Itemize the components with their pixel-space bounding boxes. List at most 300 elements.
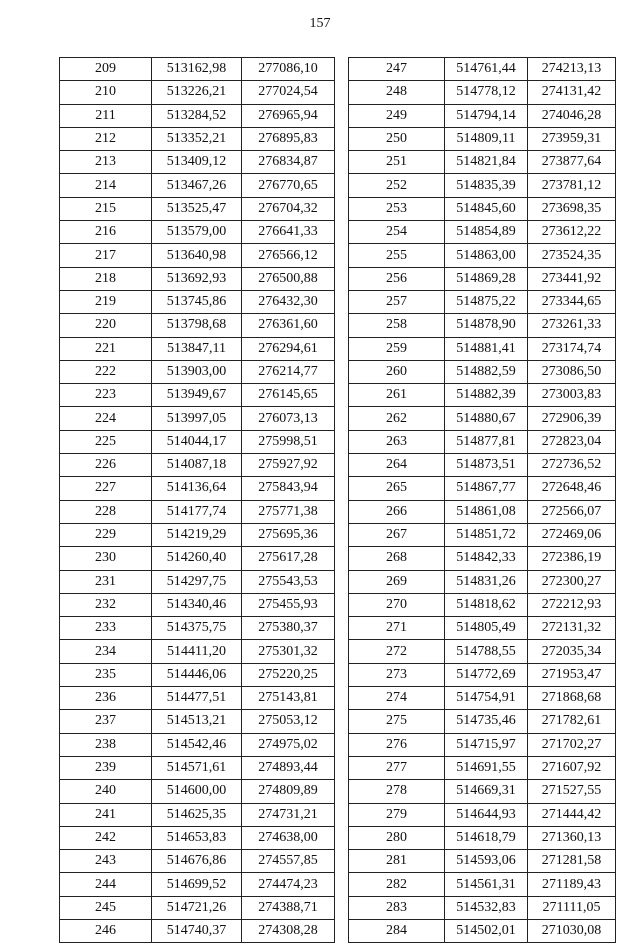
table-row xyxy=(349,896,616,919)
y-coordinate-cell: 272648,46 xyxy=(528,477,616,500)
point-number-cell: 245 xyxy=(60,896,152,919)
x-coordinate-cell: 513903,00 xyxy=(152,360,242,383)
x-coordinate-cell: 514676,86 xyxy=(152,850,242,873)
x-coordinate-cell: 514882,59 xyxy=(445,360,528,383)
y-coordinate-cell: 275053,12 xyxy=(242,710,335,733)
table-row xyxy=(60,780,335,803)
table-row xyxy=(349,290,616,313)
x-coordinate-cell: 514831,26 xyxy=(445,570,528,593)
table-row xyxy=(349,337,616,360)
point-number-cell: 259 xyxy=(349,337,445,360)
x-coordinate-cell: 514618,79 xyxy=(445,826,528,849)
table-row xyxy=(60,58,335,81)
point-number-cell: 257 xyxy=(349,290,445,313)
y-coordinate-cell: 273086,50 xyxy=(528,360,616,383)
table-row xyxy=(60,384,335,407)
table-row xyxy=(349,593,616,616)
point-number-cell: 262 xyxy=(349,407,445,430)
table-row xyxy=(60,710,335,733)
table-row xyxy=(60,244,335,267)
y-coordinate-cell: 274474,23 xyxy=(242,873,335,896)
y-coordinate-cell: 271782,61 xyxy=(528,710,616,733)
x-coordinate-cell: 514835,39 xyxy=(445,174,528,197)
point-number-cell: 280 xyxy=(349,826,445,849)
x-coordinate-cell: 513352,21 xyxy=(152,127,242,150)
table-row xyxy=(349,547,616,570)
table-row xyxy=(349,314,616,337)
table-row xyxy=(60,523,335,546)
point-number-cell: 215 xyxy=(60,197,152,220)
point-number-cell: 278 xyxy=(349,780,445,803)
table-row xyxy=(60,547,335,570)
y-coordinate-cell: 277024,54 xyxy=(242,81,335,104)
point-number-cell: 279 xyxy=(349,803,445,826)
point-number-cell: 219 xyxy=(60,290,152,313)
y-coordinate-cell: 276145,65 xyxy=(242,384,335,407)
y-coordinate-cell: 275927,92 xyxy=(242,454,335,477)
point-number-cell: 266 xyxy=(349,500,445,523)
table-row xyxy=(60,430,335,453)
x-coordinate-cell: 514600,00 xyxy=(152,780,242,803)
table-row xyxy=(60,756,335,779)
y-coordinate-cell: 273344,65 xyxy=(528,290,616,313)
point-number-cell: 236 xyxy=(60,687,152,710)
y-coordinate-cell: 273781,12 xyxy=(528,174,616,197)
point-number-cell: 281 xyxy=(349,850,445,873)
table-row xyxy=(349,570,616,593)
table-row xyxy=(349,267,616,290)
x-coordinate-cell: 514778,12 xyxy=(445,81,528,104)
table-row xyxy=(60,873,335,896)
table-row xyxy=(60,127,335,150)
point-number-cell: 234 xyxy=(60,640,152,663)
point-number-cell: 258 xyxy=(349,314,445,337)
table-row xyxy=(349,104,616,127)
point-number-cell: 250 xyxy=(349,127,445,150)
y-coordinate-cell: 275455,93 xyxy=(242,593,335,616)
table-row xyxy=(60,663,335,686)
point-number-cell: 269 xyxy=(349,570,445,593)
table-row xyxy=(60,151,335,174)
y-coordinate-cell: 273174,74 xyxy=(528,337,616,360)
table-row xyxy=(60,267,335,290)
point-number-cell: 273 xyxy=(349,663,445,686)
y-coordinate-cell: 271953,47 xyxy=(528,663,616,686)
point-number-cell: 239 xyxy=(60,756,152,779)
point-number-cell: 268 xyxy=(349,547,445,570)
table-row xyxy=(349,523,616,546)
point-number-cell: 247 xyxy=(349,58,445,81)
y-coordinate-cell: 274809,89 xyxy=(242,780,335,803)
y-coordinate-cell: 275301,32 xyxy=(242,640,335,663)
table-row xyxy=(60,896,335,919)
y-coordinate-cell: 274213,13 xyxy=(528,58,616,81)
x-coordinate-cell: 514818,62 xyxy=(445,593,528,616)
table-row xyxy=(349,221,616,244)
point-number-cell: 264 xyxy=(349,454,445,477)
y-coordinate-cell: 272823,04 xyxy=(528,430,616,453)
y-coordinate-cell: 271607,92 xyxy=(528,756,616,779)
y-coordinate-cell: 272300,27 xyxy=(528,570,616,593)
table-row xyxy=(60,687,335,710)
y-coordinate-cell: 271111,05 xyxy=(528,896,616,919)
table-row xyxy=(349,360,616,383)
table-row xyxy=(349,640,616,663)
table-row xyxy=(349,710,616,733)
x-coordinate-cell: 514502,01 xyxy=(445,919,528,942)
y-coordinate-cell: 271030,08 xyxy=(528,919,616,942)
x-coordinate-cell: 513997,05 xyxy=(152,407,242,430)
table-row xyxy=(349,174,616,197)
table-row xyxy=(60,733,335,756)
point-number-cell: 227 xyxy=(60,477,152,500)
point-number-cell: 270 xyxy=(349,593,445,616)
point-number-cell: 246 xyxy=(60,919,152,942)
point-number-cell: 229 xyxy=(60,523,152,546)
x-coordinate-cell: 514297,75 xyxy=(152,570,242,593)
y-coordinate-cell: 274388,71 xyxy=(242,896,335,919)
x-coordinate-cell: 514260,40 xyxy=(152,547,242,570)
point-number-cell: 216 xyxy=(60,221,152,244)
table-row xyxy=(349,244,616,267)
x-coordinate-cell: 514794,14 xyxy=(445,104,528,127)
y-coordinate-cell: 272736,52 xyxy=(528,454,616,477)
table-row xyxy=(349,826,616,849)
point-number-cell: 225 xyxy=(60,430,152,453)
y-coordinate-cell: 273003,83 xyxy=(528,384,616,407)
table-row xyxy=(349,756,616,779)
table-row xyxy=(349,197,616,220)
x-coordinate-cell: 514735,46 xyxy=(445,710,528,733)
x-coordinate-cell: 514882,39 xyxy=(445,384,528,407)
point-number-cell: 284 xyxy=(349,919,445,942)
y-coordinate-cell: 274131,42 xyxy=(528,81,616,104)
x-coordinate-cell: 514740,37 xyxy=(152,919,242,942)
table-row xyxy=(60,174,335,197)
y-coordinate-cell: 272566,07 xyxy=(528,500,616,523)
table-row xyxy=(60,360,335,383)
table-row xyxy=(60,617,335,640)
x-coordinate-cell: 514881,41 xyxy=(445,337,528,360)
y-coordinate-cell: 276500,88 xyxy=(242,267,335,290)
point-number-cell: 209 xyxy=(60,58,152,81)
point-number-cell: 242 xyxy=(60,826,152,849)
x-coordinate-cell: 513467,26 xyxy=(152,174,242,197)
y-coordinate-cell: 274731,21 xyxy=(242,803,335,826)
x-coordinate-cell: 514513,21 xyxy=(152,710,242,733)
table-row xyxy=(60,337,335,360)
x-coordinate-cell: 514087,18 xyxy=(152,454,242,477)
y-coordinate-cell: 276294,61 xyxy=(242,337,335,360)
x-coordinate-cell: 514411,20 xyxy=(152,640,242,663)
point-number-cell: 252 xyxy=(349,174,445,197)
point-number-cell: 220 xyxy=(60,314,152,337)
table-row xyxy=(60,850,335,873)
y-coordinate-cell: 276566,12 xyxy=(242,244,335,267)
y-coordinate-cell: 275543,53 xyxy=(242,570,335,593)
point-number-cell: 253 xyxy=(349,197,445,220)
point-number-cell: 244 xyxy=(60,873,152,896)
y-coordinate-cell: 274975,02 xyxy=(242,733,335,756)
x-coordinate-cell: 513162,98 xyxy=(152,58,242,81)
y-coordinate-cell: 273261,33 xyxy=(528,314,616,337)
point-number-cell: 263 xyxy=(349,430,445,453)
point-number-cell: 283 xyxy=(349,896,445,919)
y-coordinate-cell: 272131,32 xyxy=(528,617,616,640)
table-row xyxy=(349,733,616,756)
y-coordinate-cell: 276770,65 xyxy=(242,174,335,197)
x-coordinate-cell: 514869,28 xyxy=(445,267,528,290)
x-coordinate-cell: 514873,51 xyxy=(445,454,528,477)
table-row xyxy=(349,919,616,942)
x-coordinate-cell: 514219,29 xyxy=(152,523,242,546)
table-row xyxy=(60,314,335,337)
x-coordinate-cell: 514878,90 xyxy=(445,314,528,337)
point-number-cell: 251 xyxy=(349,151,445,174)
table-row xyxy=(349,687,616,710)
y-coordinate-cell: 273877,64 xyxy=(528,151,616,174)
point-number-cell: 254 xyxy=(349,221,445,244)
y-coordinate-cell: 276214,77 xyxy=(242,360,335,383)
y-coordinate-cell: 271189,43 xyxy=(528,873,616,896)
x-coordinate-cell: 514593,06 xyxy=(445,850,528,873)
x-coordinate-cell: 514691,55 xyxy=(445,756,528,779)
point-number-cell: 217 xyxy=(60,244,152,267)
point-number-cell: 232 xyxy=(60,593,152,616)
table-row xyxy=(349,477,616,500)
point-number-cell: 233 xyxy=(60,617,152,640)
page-number: 157 xyxy=(309,16,331,31)
point-number-cell: 235 xyxy=(60,663,152,686)
point-number-cell: 272 xyxy=(349,640,445,663)
table-row xyxy=(349,500,616,523)
x-coordinate-cell: 514772,69 xyxy=(445,663,528,686)
x-coordinate-cell: 514863,00 xyxy=(445,244,528,267)
x-coordinate-cell: 514136,64 xyxy=(152,477,242,500)
x-coordinate-cell: 513847,11 xyxy=(152,337,242,360)
y-coordinate-cell: 276704,32 xyxy=(242,197,335,220)
table-row xyxy=(349,663,616,686)
y-coordinate-cell: 276834,87 xyxy=(242,151,335,174)
y-coordinate-cell: 272212,93 xyxy=(528,593,616,616)
table-row xyxy=(60,197,335,220)
point-number-cell: 222 xyxy=(60,360,152,383)
y-coordinate-cell: 272035,34 xyxy=(528,640,616,663)
x-coordinate-cell: 514845,60 xyxy=(445,197,528,220)
y-coordinate-cell: 276965,94 xyxy=(242,104,335,127)
y-coordinate-cell: 274046,28 xyxy=(528,104,616,127)
point-number-cell: 256 xyxy=(349,267,445,290)
point-number-cell: 243 xyxy=(60,850,152,873)
y-coordinate-cell: 272469,06 xyxy=(528,523,616,546)
x-coordinate-cell: 514788,55 xyxy=(445,640,528,663)
x-coordinate-cell: 514761,44 xyxy=(445,58,528,81)
table-row xyxy=(349,617,616,640)
y-coordinate-cell: 275695,36 xyxy=(242,523,335,546)
table-row xyxy=(60,593,335,616)
x-coordinate-cell: 514875,22 xyxy=(445,290,528,313)
point-number-cell: 224 xyxy=(60,407,152,430)
point-number-cell: 277 xyxy=(349,756,445,779)
x-coordinate-cell: 513284,52 xyxy=(152,104,242,127)
x-coordinate-cell: 513745,86 xyxy=(152,290,242,313)
x-coordinate-cell: 514446,06 xyxy=(152,663,242,686)
x-coordinate-cell: 514861,08 xyxy=(445,500,528,523)
x-coordinate-cell: 514571,61 xyxy=(152,756,242,779)
x-coordinate-cell: 513579,00 xyxy=(152,221,242,244)
x-coordinate-cell: 514877,81 xyxy=(445,430,528,453)
y-coordinate-cell: 271702,27 xyxy=(528,733,616,756)
y-coordinate-cell: 272906,39 xyxy=(528,407,616,430)
y-coordinate-cell: 272386,19 xyxy=(528,547,616,570)
table-row xyxy=(60,104,335,127)
y-coordinate-cell: 275617,28 xyxy=(242,547,335,570)
y-coordinate-cell: 275220,25 xyxy=(242,663,335,686)
x-coordinate-cell: 514754,91 xyxy=(445,687,528,710)
point-number-cell: 276 xyxy=(349,733,445,756)
y-coordinate-cell: 271360,13 xyxy=(528,826,616,849)
point-number-cell: 210 xyxy=(60,81,152,104)
y-coordinate-cell: 273441,92 xyxy=(528,267,616,290)
table-row xyxy=(349,384,616,407)
point-number-cell: 228 xyxy=(60,500,152,523)
point-number-cell: 282 xyxy=(349,873,445,896)
point-number-cell: 255 xyxy=(349,244,445,267)
x-coordinate-cell: 514715,97 xyxy=(445,733,528,756)
x-coordinate-cell: 514880,67 xyxy=(445,407,528,430)
y-coordinate-cell: 273698,35 xyxy=(528,197,616,220)
table-row xyxy=(349,873,616,896)
x-coordinate-cell: 514625,35 xyxy=(152,803,242,826)
x-coordinate-cell: 514177,74 xyxy=(152,500,242,523)
y-coordinate-cell: 276432,30 xyxy=(242,290,335,313)
x-coordinate-cell: 514044,17 xyxy=(152,430,242,453)
point-number-cell: 213 xyxy=(60,151,152,174)
y-coordinate-cell: 275380,37 xyxy=(242,617,335,640)
table-row xyxy=(349,151,616,174)
point-number-cell: 274 xyxy=(349,687,445,710)
point-number-cell: 218 xyxy=(60,267,152,290)
x-coordinate-cell: 514542,46 xyxy=(152,733,242,756)
table-row xyxy=(60,477,335,500)
point-number-cell: 249 xyxy=(349,104,445,127)
x-coordinate-cell: 513949,67 xyxy=(152,384,242,407)
table-row xyxy=(349,850,616,873)
table-row xyxy=(60,290,335,313)
x-coordinate-cell: 514854,89 xyxy=(445,221,528,244)
x-coordinate-cell: 514644,93 xyxy=(445,803,528,826)
y-coordinate-cell: 275143,81 xyxy=(242,687,335,710)
y-coordinate-cell: 274557,85 xyxy=(242,850,335,873)
y-coordinate-cell: 274308,28 xyxy=(242,919,335,942)
x-coordinate-cell: 514477,51 xyxy=(152,687,242,710)
table-row xyxy=(60,826,335,849)
table-row xyxy=(60,454,335,477)
table-row xyxy=(60,407,335,430)
point-number-cell: 221 xyxy=(60,337,152,360)
y-coordinate-cell: 275998,51 xyxy=(242,430,335,453)
table-row xyxy=(349,430,616,453)
y-coordinate-cell: 273959,31 xyxy=(528,127,616,150)
x-coordinate-cell: 514721,26 xyxy=(152,896,242,919)
table-row xyxy=(349,81,616,104)
x-coordinate-cell: 514669,31 xyxy=(445,780,528,803)
point-number-cell: 223 xyxy=(60,384,152,407)
point-number-cell: 240 xyxy=(60,780,152,803)
point-number-cell: 230 xyxy=(60,547,152,570)
x-coordinate-cell: 513798,68 xyxy=(152,314,242,337)
point-number-cell: 212 xyxy=(60,127,152,150)
x-coordinate-cell: 514842,33 xyxy=(445,547,528,570)
point-number-cell: 237 xyxy=(60,710,152,733)
point-number-cell: 211 xyxy=(60,104,152,127)
table-row xyxy=(349,780,616,803)
point-number-cell: 248 xyxy=(349,81,445,104)
x-coordinate-cell: 514532,83 xyxy=(445,896,528,919)
y-coordinate-cell: 274893,44 xyxy=(242,756,335,779)
y-coordinate-cell: 271281,58 xyxy=(528,850,616,873)
y-coordinate-cell: 273612,22 xyxy=(528,221,616,244)
point-number-cell: 238 xyxy=(60,733,152,756)
x-coordinate-cell: 514809,11 xyxy=(445,127,528,150)
point-number-cell: 265 xyxy=(349,477,445,500)
table-row xyxy=(349,127,616,150)
y-coordinate-cell: 276361,60 xyxy=(242,314,335,337)
x-coordinate-cell: 514375,75 xyxy=(152,617,242,640)
y-coordinate-cell: 275843,94 xyxy=(242,477,335,500)
y-coordinate-cell: 271868,68 xyxy=(528,687,616,710)
point-number-cell: 241 xyxy=(60,803,152,826)
x-coordinate-cell: 513640,98 xyxy=(152,244,242,267)
x-coordinate-cell: 513692,93 xyxy=(152,267,242,290)
point-number-cell: 261 xyxy=(349,384,445,407)
x-coordinate-cell: 514653,83 xyxy=(152,826,242,849)
y-coordinate-cell: 273524,35 xyxy=(528,244,616,267)
table-row xyxy=(60,803,335,826)
x-coordinate-cell: 513226,21 xyxy=(152,81,242,104)
table-row xyxy=(60,570,335,593)
y-coordinate-cell: 274638,00 xyxy=(242,826,335,849)
x-coordinate-cell: 514805,49 xyxy=(445,617,528,640)
coordinates-table-right xyxy=(348,57,616,943)
x-coordinate-cell: 514340,46 xyxy=(152,593,242,616)
y-coordinate-cell: 271444,42 xyxy=(528,803,616,826)
point-number-cell: 275 xyxy=(349,710,445,733)
x-coordinate-cell: 514851,72 xyxy=(445,523,528,546)
x-coordinate-cell: 513409,12 xyxy=(152,151,242,174)
point-number-cell: 267 xyxy=(349,523,445,546)
coordinates-table-left xyxy=(59,57,335,943)
x-coordinate-cell: 514821,84 xyxy=(445,151,528,174)
y-coordinate-cell: 277086,10 xyxy=(242,58,335,81)
y-coordinate-cell: 271527,55 xyxy=(528,780,616,803)
y-coordinate-cell: 276073,13 xyxy=(242,407,335,430)
table-row xyxy=(60,81,335,104)
table-row xyxy=(349,407,616,430)
y-coordinate-cell: 276641,33 xyxy=(242,221,335,244)
point-number-cell: 231 xyxy=(60,570,152,593)
table-row xyxy=(60,500,335,523)
table-row xyxy=(60,640,335,663)
x-coordinate-cell: 513525,47 xyxy=(152,197,242,220)
point-number-cell: 226 xyxy=(60,454,152,477)
x-coordinate-cell: 514561,31 xyxy=(445,873,528,896)
y-coordinate-cell: 275771,38 xyxy=(242,500,335,523)
table-row xyxy=(349,58,616,81)
point-number-cell: 260 xyxy=(349,360,445,383)
table-row xyxy=(60,919,335,942)
table-row xyxy=(349,803,616,826)
